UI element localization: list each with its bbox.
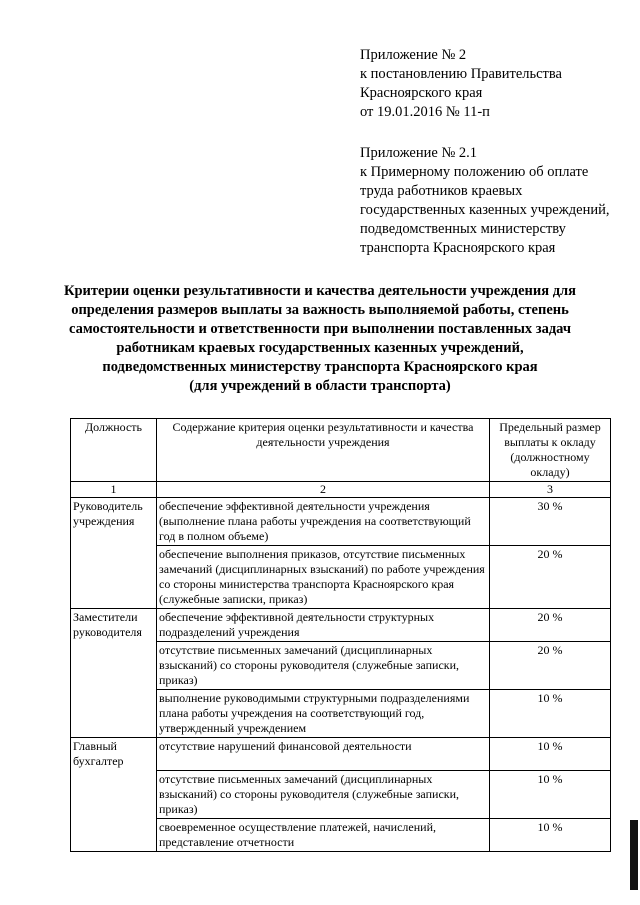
criterion-cell: обеспечение эффективной деятельности структурных подразделений учреждения [157,609,490,642]
header-criterion: Содержание критерия оценки результативности и качества деятельности учреждения [157,419,490,482]
position-cell-empty [71,642,157,690]
appendix-line: от 19.01.2016 № 11-п [360,104,490,120]
appendix-reference-1 [360,46,562,122]
table-row [71,738,611,771]
title-line: (для учреждений в области транспорта) [189,378,451,394]
value-cell: 10 % [490,770,611,818]
criterion-cell: обеспечение эффективной деятельности учреждения (выполнение плана работы учреждения на соответствующий год в полном объеме) [157,498,490,546]
criterion-cell: отсутствие нарушений финансовой деятельности [157,738,490,771]
value-cell: 20 % [490,546,611,609]
document-title [40,282,600,396]
column-number: 2 [157,482,490,498]
value-cell: 10 % [490,818,611,851]
column-number: 3 [490,482,611,498]
position-cell-empty [71,818,157,851]
column-number: 1 [71,482,157,498]
value-cell: 20 % [490,642,611,690]
table-row [71,770,611,818]
table-row [71,609,611,642]
appendix-line: государственных казенных учреждений, [360,202,610,218]
table-row [71,690,611,738]
scan-edge-mark [630,820,638,890]
position-cell-empty [71,690,157,738]
appendix-line: к Примерному положению об оплате [360,164,589,180]
column-number-row [71,482,611,498]
position-cell-empty [71,546,157,609]
position-cell-empty [71,770,157,818]
position-cell: Главный бухгалтер [71,738,157,771]
table-row [71,546,611,609]
appendix-line: Приложение № 2 [360,47,467,63]
value-cell: 30 % [490,498,611,546]
table-row [71,642,611,690]
criterion-cell: отсутствие письменных замечаний (дисциплинарных взысканий) со стороны руководителя (служебные записки, приказ) [157,770,490,818]
table-header-row [71,419,611,482]
title-line: Критерии оценки результативности и качества деятельности учреждения для [63,283,577,299]
position-cell: Заместители руководителя [71,609,157,642]
table-row [71,498,611,546]
appendix-line: к постановлению Правительства [360,66,562,82]
title-line: самостоятельности и ответственности при выполнении поставленных задач [68,321,572,337]
appendix-line: транспорта Красноярского края [360,240,556,256]
criterion-cell: своевременное осуществление платежей, начислений, представление отчетности [157,818,490,851]
header-value: Предельный размер выплаты к окладу (должностному окладу) [490,419,611,482]
table-row [71,818,611,851]
criterion-cell: обеспечение выполнения приказов, отсутствие письменных замечаний (дисциплинарных взысканий) по работе учреждения со стороны министерства транспорта Красноярского края (служебные записки, приказ) [157,546,490,609]
criterion-cell: отсутствие письменных замечаний (дисциплинарных взысканий) со стороны руководителя (служебные записки, приказ) [157,642,490,690]
title-line: подведомственных министерству транспорта Красноярского края [102,359,538,375]
value-cell: 20 % [490,609,611,642]
position-cell: Руководитель учреждения [71,498,157,546]
value-cell: 10 % [490,738,611,771]
criterion-cell: выполнение руководимыми структурными подразделениями плана работы учреждения на соответствующий год, утвержденный учреждением [157,690,490,738]
appendix-line: труда работников краевых [360,183,523,199]
title-line: определения размеров выплаты за важность выполняемой работы, степень [71,302,569,318]
header-position: Должность [71,419,157,482]
value-cell: 10 % [490,690,611,738]
title-line: работникам краевых государственных казенных учреждений, [116,340,524,356]
appendix-line: подведомственных министерству [360,221,566,237]
appendix-line: Приложение № 2.1 [360,145,478,161]
criteria-table [70,418,611,852]
appendix-line: Красноярского края [360,85,483,101]
appendix-reference-2 [360,144,609,258]
